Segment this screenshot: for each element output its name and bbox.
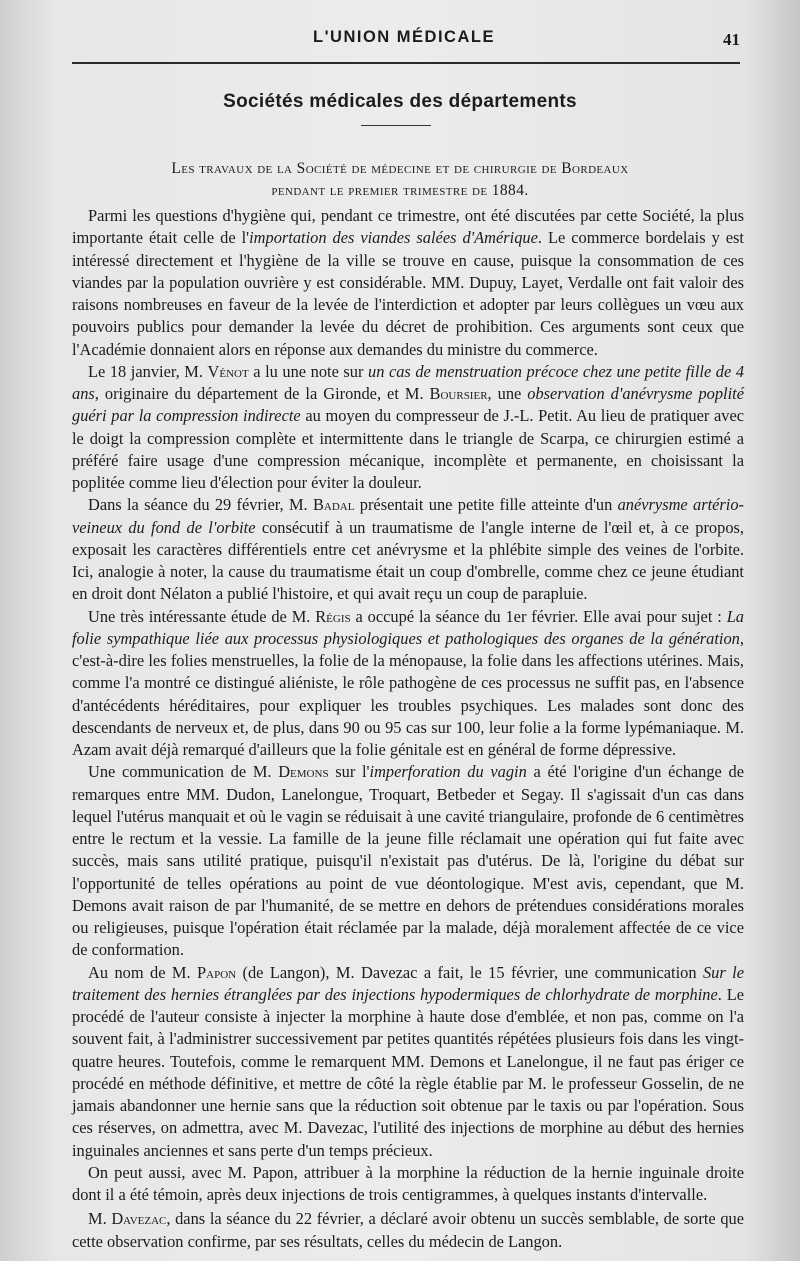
paragraph-text: , dans la séance du 22 février, a déclaré avoir obtenu un succès semblable, de sorte que cette observation confirme, par ses résultats, celles du médecin de Langon. xyxy=(72,1209,744,1251)
running-title: L'UNION MÉDICALE xyxy=(313,28,495,46)
paragraph xyxy=(72,962,744,1162)
paragraph-text: On peut aussi, avec M. Papon, attribuer à la morphine la réduction de la hernie inguinale droite dont il a été témoin, après deux injections de trois centigrammes, à quelques instants d'intervalle. xyxy=(72,1162,744,1204)
paragraph-text: , c'est-à-dire les folies menstruelles, la folie de la ménopause, la folie dans les affections utérines. Mais, comme l'a montré ce distingué aliéniste, le rôle pathogène de ces processus ne suffit pas, en l'absence d'antécédents héréditaires, pour expliquer les troubles psychiques. Les malades sont donc des descendants de nerveux et, de plus, dans 90 ou 95 cas sur 100, leur folie a la forme lypémaniaque. M. Azam avait déjà remarqué d'ailleurs que la folie génitale est en général de forme dépressive. xyxy=(72,628,744,759)
paragraph-text: Une très intéressante étude de M. xyxy=(88,606,316,626)
paragraph-text: Au nom de M. xyxy=(88,962,198,982)
paragraph xyxy=(72,494,744,605)
paragraph-text: M. xyxy=(88,1209,112,1229)
author-name: Vénot xyxy=(207,361,249,381)
author-name: Papon xyxy=(197,962,237,982)
paragraph-text: (de Langon), M. Davezac a fait, le 15 février, une communication xyxy=(236,962,703,982)
italic-title: importation des viandes salées d'Amérique xyxy=(249,228,538,248)
paragraph-text: Le 18 janvier, M. xyxy=(88,361,208,381)
paragraph-text: sur l' xyxy=(328,762,370,782)
italic-title: La folie sympathique liée aux processus physiologiques et pathologiques des organes de la génération xyxy=(72,606,744,648)
paragraph-text: Parmi les questions d'hygiène qui, pendant ce trimestre, ont été discutées par cette Société, la plus importante était celle de l' xyxy=(72,206,744,248)
paragraph-text: , originaire du département de la Gironde, et M. xyxy=(94,384,430,403)
paragraph-text: . Le commerce bordelais y est intéressé directement et l'hygiène de la ville se trouve en cause, puisque la consommation de ces viandes par la population ouvrière y est considérable. MM. Dupuy, Layet, Verdalle ont fait valoir des raisons nombreuses en faveur de la levée de l'interdiction et adopter par leurs collègues un vœu aux pouvoirs publics pour demander la levée du décret de prohibition. Ces arguments sont ceux que l'Académie donnaient alors en réponse aux demandes du ministre du commerce. xyxy=(72,228,744,359)
italic-title: observation d'anévrysme poplité guéri par la compression indirecte xyxy=(72,384,744,426)
italic-title: imperforation du vagin xyxy=(369,762,527,782)
paragraph xyxy=(72,1208,744,1253)
paragraph-text: présentait une petite fille atteinte d'un xyxy=(354,495,618,515)
author-name: Régis xyxy=(315,606,351,626)
subheading-line-2: pendant le premier trimestre de 1884. xyxy=(271,182,529,199)
author-name: Badal xyxy=(312,495,355,515)
author-name: Demons xyxy=(278,762,329,782)
italic-title: Sur le traitement des hernies étranglées par des injections hypodermiques de chlorhydrate de morphine xyxy=(72,962,744,1004)
paragraph-text: a lu une note sur xyxy=(248,361,368,381)
author-name: Davezac xyxy=(111,1209,167,1229)
author-name: Boursier xyxy=(429,384,488,403)
title-rule xyxy=(361,125,431,126)
article-body xyxy=(72,205,744,1253)
italic-title: un cas de menstruation précoce chez une petite fille de 4 ans xyxy=(72,361,745,403)
paragraph xyxy=(72,361,744,495)
italic-title: anévrysme artério-veineux du fond de l'orbite xyxy=(72,495,744,537)
paragraph-text: Dans la séance du 29 février, M. xyxy=(88,495,313,515)
header-rule xyxy=(72,62,740,64)
section-title: Sociétés médicales des départements xyxy=(223,91,577,112)
paragraph xyxy=(72,205,744,361)
paragraph-text: au moyen du compresseur de J.-L. Petit. Au lieu de pratiquer avec le doigt la compression complète et intermittente dans le triangle de Scarpa, ce chirurgien estimé a préféré faire usage d'une compression mécanique, incomplète et permanente, en choisissant la poplitée comme lieu d'élection pour éviter la douleur. xyxy=(72,406,745,492)
paragraph-text: Une communication de M. xyxy=(88,762,279,782)
article-subheading xyxy=(60,158,740,202)
running-head xyxy=(68,26,740,56)
paragraph-text: . Le procédé de l'auteur consiste à injecter la morphine à haute dose d'emblée, et non pas, comme on l'a souvent fait, à l'administrer successivement par petites quantités répétées plusieurs fois dans les vingt-quatre heures. Toutefois, comme le remarquent MM. Demons et Lanelongue, il ne faut pas ériger ce procédé en méthode définitive, et mettre de côté la règle établie par M. le professeur Gosselin, de ne jamais abandonner une hernie sans que la réduction soit obtenue par le taxis ou par l'opération. Sous ces réserves, on admettra, avec M. Davezac, l'utilité des injections de morphine au début des hernies inguinales anciennes et sans perte d'un temps précieux. xyxy=(72,984,745,1160)
paragraph xyxy=(72,606,744,762)
paragraph xyxy=(72,1162,744,1207)
paragraph-text: consécutif à un traumatisme de l'angle interne de l'œil et, à ce propos, exposait les caractères différentiels entre cet anévrysme et la phlébite simple des veines de l'orbite. Ici, analogie à noter, la cause du traumatisme était un coup d'ombrelle, comme chez ce jeune étudiant en droit dont Nélaton a publié l'histoire, et qui avait reçu un coup de parapluie. xyxy=(72,517,744,604)
paragraph-text: a été l'origine d'un échange de remarques entre MM. Dudon, Lanelongue, Troquart, Betbeder et Segay. Il s'agissait d'un cas dans lequel l'utérus manquait et où le vagin se réduisait à une cavité triangulaire, profonde de 6 centimètres entre le rectum et la vessie. La famille de la jeune fille réclamait une opération qui fut faite avec succès, mais sans utilité pratique, puisqu'il n'existait pas d'utérus. De là, l'origine du débat sur l'opportunité de telles opérations au point de vue déontologique. M'est avis, cependant, que M. Demons avait raison de par l'humanité, de se mettre en dehors de prétendues considérations morales ou religieuses, puisque l'opération était réclamée par la malade, déjà moralement affectée de ce vice de conformation. xyxy=(72,762,745,960)
paragraph-text: , une xyxy=(487,384,528,403)
paragraph-text: a occupé la séance du 1er février. Elle avai pour sujet : xyxy=(350,606,727,626)
page-number: 41 xyxy=(723,30,740,49)
paragraph xyxy=(72,761,744,961)
subheading-line-1: Les travaux de la Société de médecine et de chirurgie de Bordeaux xyxy=(171,160,629,177)
